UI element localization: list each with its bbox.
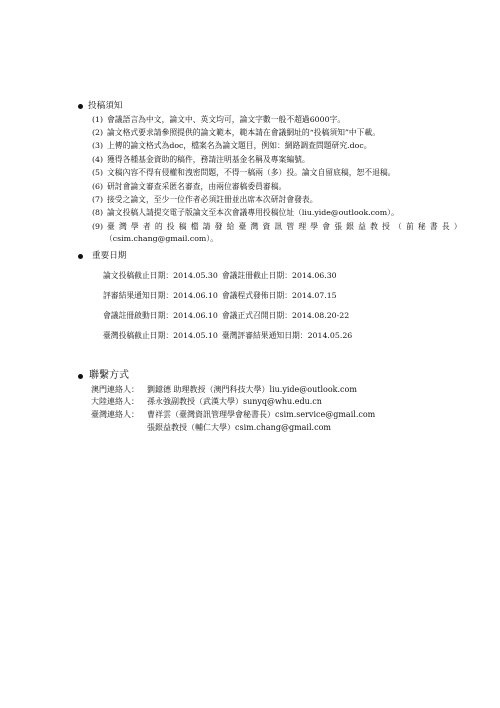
list-item: 獲得各種基金資助的稿件，務請注明基金名稱及專案編號。 [107,155,310,164]
list-item-number: (6) [92,182,104,191]
bullet-icon [78,254,83,259]
date-item: 會議註冊截止日期：2014.06.30 [221,271,337,280]
bullet-icon [78,104,83,109]
date-item: 評審結果通知日期：2014.06.10 [103,291,218,300]
list-item-number: (2) [92,128,104,137]
list-item: 上傳的論文格式為doc，檔案名為論文題目，例如：網路調查問題研究.doc。 [107,141,372,150]
date-item: 會議正式召開日期：2014.08.20-22 [221,311,350,320]
date-row [103,330,356,341]
list-item-number: (8) [92,208,104,217]
date-item: 會議程式發佈日期：2014.07.15 [221,291,337,300]
list-item: 論文投稿人請提交電子版論文至本次會議專用投稿位址（liu.yide@outlook.com）。 [107,208,399,217]
list-item-continuation: （csim.chang@gmail.com）。 [105,234,219,243]
list-item-number: (7) [92,195,104,204]
contact-label: 臺灣連絡人： [91,410,139,419]
date-row [103,270,341,281]
bullet-icon [78,374,83,379]
list-item-number: (5) [92,168,104,177]
contact-info: 孫永強副教授（武漢大學）sunyq@whu.edu.cn [147,397,322,406]
list-item-number: (4) [92,155,104,164]
list-item-number: (1) [92,115,104,124]
date-item: 論文投稿截止日期：2014.05.30 [103,271,218,280]
list-item: 會議語言為中文，論文中、英文均可，論文字數一般不超過6000字。 [107,115,346,124]
list-item: 文稿內容不得有侵權和洩密問題，不得一稿兩（多）投。論文自留底稿，恕不退稿。 [107,168,396,177]
list-item: 臺灣學者的投稿檔請發給臺灣資訊管理學會張銀益教授（前秘書長） [107,222,462,231]
date-row [103,310,353,321]
contact-info: 劉鐿德 助理教授（澳門科技大學）liu.yide@outlook.com [147,385,357,394]
date-item: 會議註冊啟動日期：2014.06.10 [103,311,218,320]
list-item: 接受之論文，至少一位作者必須註冊並出席本次研討會發表。 [107,195,318,204]
contact-info: 張銀益教授（輔仁大學）csim.chang@gmail.com [147,423,331,432]
list-item: 研討會論文審查采匿名審查，由兩位審稿委員審稿。 [107,182,287,191]
date-item: 臺灣投稿截止日期：2014.05.10 [103,331,218,340]
list-item-number: (3) [92,141,104,150]
contact-label: 大陸連絡人： [91,397,139,406]
contact-label: 澳門連絡人： [91,385,139,394]
date-row [103,290,341,301]
date-item: 臺灣評審結果通知日期：2014.05.26 [221,331,353,340]
section-title-contact: 聯繫方式 [89,370,129,381]
section-title-submission: 投稿須知 [88,101,123,111]
section-title-dates: 重要日期 [92,251,127,261]
list-item-number: (9) [92,222,104,231]
contact-info: 曹祥雲（臺灣資訊管理學會秘書長）csim.service@gmail.com [147,410,376,419]
list-item: 論文格式要求請參照提供的論文範本，範本請在會議網址的“投稿須知”中下載。 [107,128,381,137]
